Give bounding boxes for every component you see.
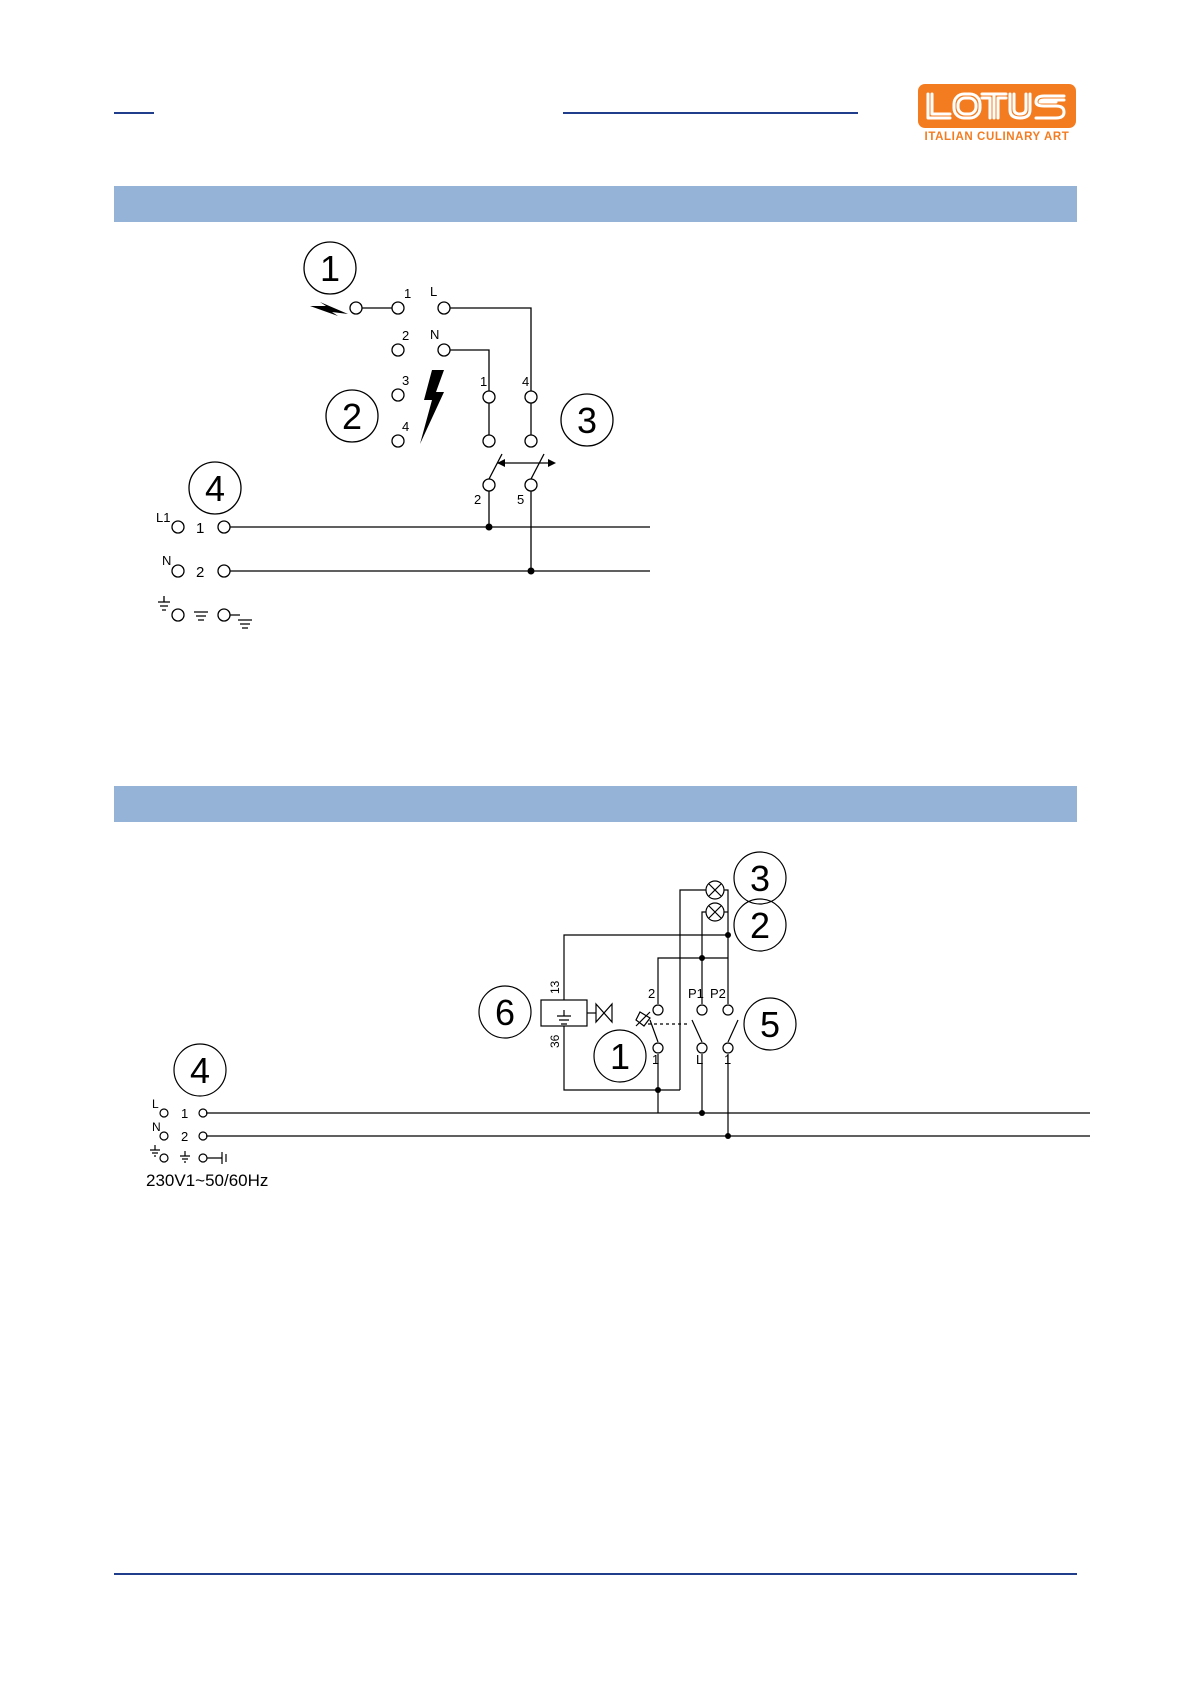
label-tN: N	[430, 327, 440, 342]
valve-symbol	[596, 1004, 612, 1022]
switch-in-a	[483, 391, 495, 403]
callout-label-3: 3	[576, 400, 598, 441]
callout-label-6: 6	[494, 992, 516, 1033]
label-mains2-l: L	[152, 1097, 159, 1111]
earth2-symbol-a	[150, 1145, 160, 1156]
callout-label-1: 1	[319, 248, 341, 289]
label-tL: L	[430, 284, 438, 299]
label-p2: P2	[710, 986, 726, 1001]
header-link-center[interactable]	[563, 96, 858, 114]
header-link-left[interactable]	[114, 96, 154, 114]
label-sw-1: 1	[724, 1052, 732, 1067]
switch-p2-blade	[728, 1020, 738, 1042]
junction-2a	[725, 932, 731, 938]
label-voltage: 230V1~50/60Hz	[146, 1171, 269, 1190]
junction-N	[528, 568, 535, 575]
terminal-3	[392, 389, 404, 401]
lightning-large-icon	[420, 370, 444, 444]
label-sw-out-b: 5	[517, 492, 525, 507]
switch-mid-a	[483, 435, 495, 447]
p1-terminal	[697, 1005, 707, 1015]
th-terminal-2	[653, 1005, 663, 1015]
label-p1: P1	[688, 986, 704, 1001]
label-sw-in-b: 4	[522, 374, 530, 389]
mains2-n-a	[160, 1132, 168, 1140]
label-valve-13: 13	[548, 980, 562, 994]
label-th-1: 1	[652, 1052, 660, 1067]
section-1-band	[114, 186, 1077, 222]
mains2-n-b	[199, 1132, 207, 1140]
label-valve-36: 36	[548, 1034, 562, 1048]
switch-out-a	[483, 479, 495, 491]
mains-n-term-b	[218, 565, 230, 577]
switch-blade-a	[489, 454, 502, 479]
junction-2b	[699, 955, 705, 961]
p2-terminal	[723, 1005, 733, 1015]
label-mains-n: N	[162, 553, 172, 568]
label-mains-n-num: 2	[196, 564, 205, 581]
thermostat-sensor-icon	[636, 1012, 650, 1026]
earth-term-b	[218, 609, 230, 621]
switch-mid-b	[525, 435, 537, 447]
logo-tagline: ITALIAN CULINARY ART	[924, 131, 1070, 143]
junction-2d	[699, 1110, 705, 1116]
section-2-band	[114, 786, 1077, 822]
label-mains-l: L1	[156, 510, 171, 525]
label-sw-in-a: 1	[480, 374, 488, 389]
callout-label-3b: 3	[749, 858, 771, 899]
footer-rule	[114, 1573, 1077, 1575]
junction-2e	[725, 1133, 731, 1139]
terminal-2	[392, 344, 404, 356]
switch-in-b	[525, 391, 537, 403]
label-t4: 4	[402, 419, 410, 434]
switch-p1-blade	[692, 1020, 702, 1042]
callout-label-2b: 2	[749, 905, 771, 946]
mains2-l-a	[160, 1109, 168, 1117]
mains-n-term-a	[172, 565, 184, 577]
label-t3: 3	[402, 373, 410, 388]
earth-symbol-c	[230, 615, 252, 628]
terminal-4	[392, 435, 404, 447]
label-sw-L: L	[696, 1052, 704, 1067]
junction-2c	[655, 1087, 661, 1093]
mains2-l-b	[199, 1109, 207, 1117]
earth-symbol-a	[158, 596, 170, 610]
mains-l-term-b	[218, 521, 230, 533]
logo-wordmark	[918, 84, 1076, 128]
earth2-b	[199, 1154, 207, 1162]
lightning-small-icon	[310, 302, 348, 316]
lotus-logo	[918, 84, 1076, 146]
label-th-2: 2	[648, 986, 656, 1001]
switch-blade-b	[531, 454, 544, 479]
label-t1: 1	[404, 286, 412, 301]
callout-label-4: 4	[204, 468, 226, 509]
label-mains2-l-num: 1	[181, 1106, 189, 1121]
label-sw-out-a: 2	[474, 492, 482, 507]
earth2-a	[160, 1154, 168, 1162]
wiring-diagram-1	[0, 222, 1191, 652]
terminal-N	[438, 344, 450, 356]
switch-out-b	[525, 479, 537, 491]
earth2-symbol-c	[207, 1152, 226, 1164]
terminal-L	[438, 302, 450, 314]
logo-mark	[918, 84, 1076, 128]
callout-label-4b: 4	[189, 1050, 211, 1091]
earth-symbol-b	[194, 612, 208, 620]
callout-label-2: 2	[341, 396, 363, 437]
terminal-1	[392, 302, 404, 314]
earth2-symbol-b	[180, 1151, 190, 1162]
label-mains2-n: N	[152, 1120, 161, 1134]
terminal-in	[350, 302, 362, 314]
thermostat-blade	[650, 1020, 658, 1042]
callout-label-1b: 1	[609, 1036, 631, 1077]
linkage-arrow-right	[548, 459, 556, 467]
label-mains2-n-num: 2	[181, 1129, 189, 1144]
callout-label-5: 5	[759, 1004, 781, 1045]
mains-l-term-a	[172, 521, 184, 533]
junction-L	[486, 524, 493, 531]
earth-term-a	[172, 609, 184, 621]
label-mains-l-num: 1	[196, 520, 205, 537]
label-t2: 2	[402, 328, 410, 343]
wiring-diagram-2	[0, 840, 1191, 1220]
